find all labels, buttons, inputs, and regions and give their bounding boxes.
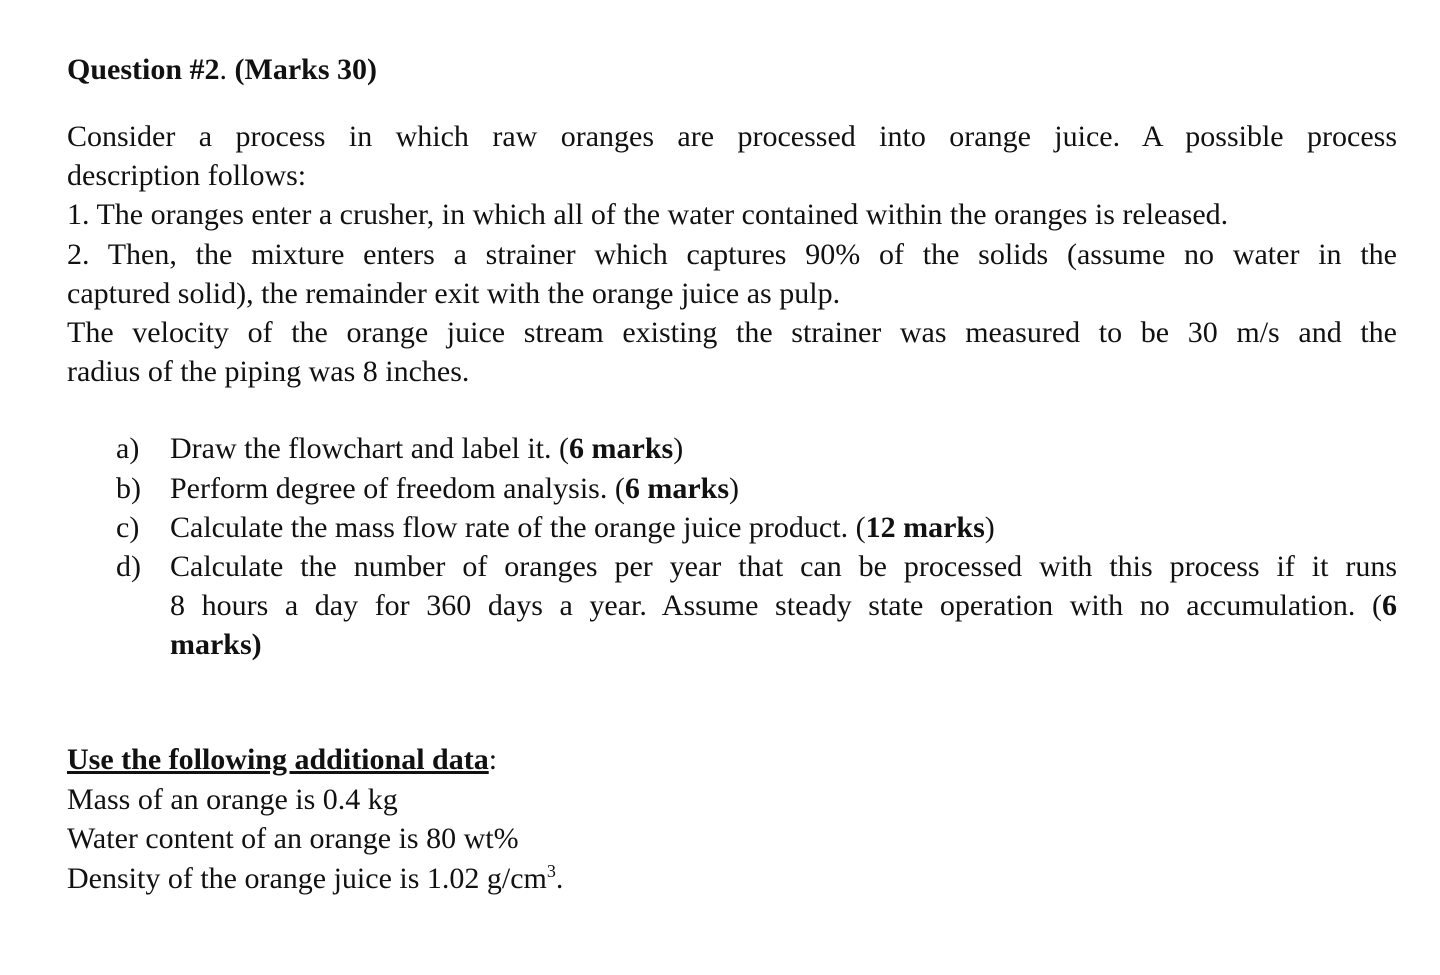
sub-question-d-line-3: [170, 625, 1397, 664]
intro-line-2: description follows:: [67, 159, 307, 193]
sub-question-text: [170, 469, 1397, 508]
sub-questions-list: [116, 429, 1397, 664]
density-exponent: 3: [546, 860, 556, 881]
sub-question-letter: a): [116, 432, 140, 466]
sub-question-a: [116, 429, 1397, 468]
intro-line-1: Consider a process in which raw oranges are processed into orange juice. A possible process: [67, 120, 1397, 153]
velocity-line-1: The velocity of the orange juice stream existing the strainer was measured to be 30 m/s and the: [67, 316, 1397, 350]
density-end: .: [555, 861, 564, 895]
additional-data-heading-line: [67, 740, 563, 780]
sub-question-text: [170, 508, 1397, 547]
sub-question-d-marks-number: 6: [1382, 589, 1397, 623]
sub-question-letter: b): [116, 471, 141, 505]
sub-question-marks: 6 marks: [624, 471, 729, 505]
sub-question-d-line-1: Calculate the number of oranges per year that can be processed with this process if it runs: [170, 550, 1397, 584]
sub-question-d-line-2-text: 8 hours a day for 360 days a year. Assume steady state operation with no accumulation. (: [170, 589, 1382, 623]
marks-close: ): [367, 53, 378, 86]
sub-question-letter: d): [116, 550, 141, 584]
sub-question-close: ): [984, 510, 995, 544]
sub-question-c: [116, 508, 1397, 547]
sub-question-body: Draw the flowchart and label it. (: [170, 432, 570, 466]
step-2-line-2: captured solid), the remainder exit with the orange juice as pulp.: [67, 276, 841, 310]
density-text: Density of the orange juice is 1.02 g/cm: [67, 861, 547, 895]
sub-question-letter: c): [116, 510, 140, 544]
juice-density: [67, 859, 563, 899]
question-document: [67, 48, 1397, 665]
sub-question-d-close: ): [251, 628, 262, 662]
sub-question-text: [170, 547, 1397, 665]
question-title: [67, 48, 1397, 92]
title-separator: .: [219, 53, 235, 86]
additional-data-section: [67, 740, 563, 898]
sub-question-close: ): [673, 432, 684, 466]
sub-question-close: ): [729, 471, 739, 505]
velocity-line-2: radius of the piping was 8 inches.: [67, 355, 470, 389]
additional-data-heading: Use the following additional data: [67, 743, 489, 776]
sub-question-body: Perform degree of freedom analysis. (: [170, 471, 625, 505]
sub-question-text: [170, 429, 1397, 468]
step-2-line-1: 2. Then, the mixture enters a strainer which captures 90% of the solids (assume no water in the: [67, 237, 1397, 271]
sub-question-marks: 6 marks: [569, 432, 674, 466]
question-marks: Marks 30: [244, 53, 368, 86]
water-content: Water content of an orange is 80 wt%: [67, 822, 519, 855]
heading-colon: :: [488, 743, 498, 776]
sub-question-b: [116, 469, 1397, 508]
sub-question-d: [116, 547, 1397, 665]
step-1: 1. The oranges enter a crusher, in which all of the water contained within the oranges is released.: [67, 198, 1229, 232]
sub-question-body: Calculate the mass flow rate of the orange juice product. (: [170, 510, 866, 544]
sub-question-marks: 12 marks: [865, 510, 985, 544]
sub-question-d-marks-word: marks: [170, 628, 252, 662]
sub-question-d-line-2: [170, 586, 1397, 625]
marks-open: (: [234, 53, 245, 86]
question-number: Question #2: [67, 53, 220, 86]
problem-description: [67, 117, 1397, 391]
orange-mass: Mass of an orange is 0.4 kg: [67, 782, 398, 816]
